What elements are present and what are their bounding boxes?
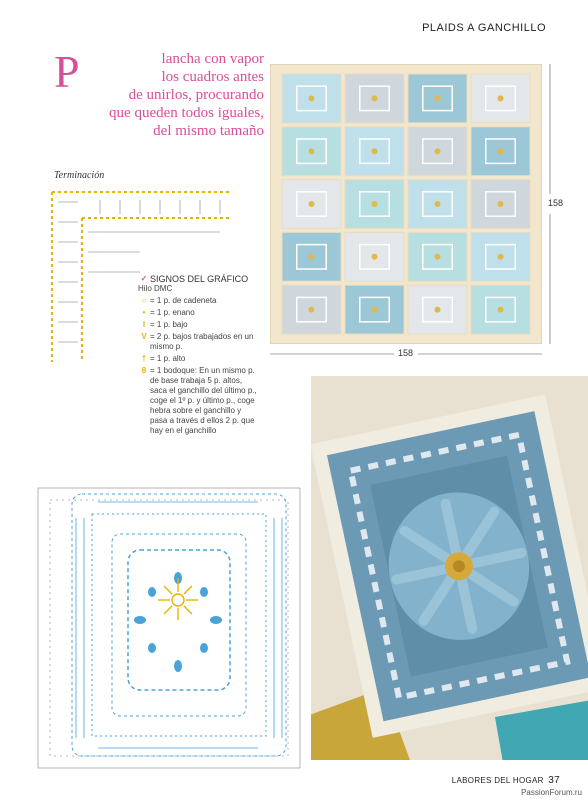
height-dimension-line: [546, 64, 554, 346]
chart-legend: [138, 272, 258, 436]
flower-center: [435, 95, 441, 101]
flower-center: [309, 148, 315, 154]
pullquote: [54, 46, 264, 140]
width-dimension-line: [270, 350, 542, 358]
flower-center: [372, 201, 378, 207]
flower-center: [498, 95, 504, 101]
flower-center: [498, 254, 504, 260]
flower-center: [372, 254, 378, 260]
flower-center: [498, 148, 504, 154]
legend-item: = 1 p. de cadeneta: [150, 296, 217, 305]
flower-center: [372, 148, 378, 154]
legend-yarn: Hilo DMC: [138, 284, 173, 293]
bobble-icon: 8: [141, 366, 147, 375]
legend-item: = 1 p. enano: [150, 308, 195, 317]
legend-title: SIGNOS DEL GRÁFICO: [150, 274, 249, 284]
flower-center: [309, 254, 315, 260]
flower-center: [435, 201, 441, 207]
legend-item: = 1 p. alto: [150, 354, 186, 363]
section-title: PLAIDS A GANCHILLO: [422, 22, 546, 34]
legend-bullet-icon: ✓: [140, 274, 148, 283]
height-dimension: 158: [548, 198, 564, 208]
pullquote-line: que queden todos iguales,: [109, 105, 264, 121]
slip-stitch-icon: •: [142, 308, 146, 317]
chain-stitch-icon: ○: [141, 296, 147, 305]
flower-center: [435, 148, 441, 154]
flower-center: [309, 201, 315, 207]
flower-center: [498, 201, 504, 207]
flower-center: [309, 95, 315, 101]
crochet-square-photo: [311, 376, 588, 760]
width-dimension: 158: [398, 348, 414, 358]
legend-item: = 1 p. bajo: [150, 320, 188, 329]
flower-center: [309, 307, 315, 313]
pullquote-line: lancha con vapor: [161, 51, 264, 67]
magazine-name: LABORES DEL HOGAR: [451, 776, 544, 785]
double-crochet-icon: †: [141, 354, 147, 363]
flower-center: [372, 95, 378, 101]
termination-label: Terminación: [54, 170, 105, 181]
dropcap: P: [54, 46, 80, 97]
page-footer: [452, 775, 560, 786]
increase-icon: V: [141, 332, 147, 341]
pullquote-line: del mismo tamaño: [153, 123, 264, 139]
pullquote-line: de unirlos, procurando: [128, 87, 264, 103]
flower-center: [435, 254, 441, 260]
flower-center: [372, 307, 378, 313]
flower-center: [435, 307, 441, 313]
legend-item: = 1 bodoque: En un mismo p. de base trabaja 5 p. altos, saca el ganchillo del último p., coge el 1º p. y último p., coge hebra sobre el ganchillo y pasa a través d ellos 2 p. que hay en el ganchillo: [150, 366, 257, 435]
square-crochet-chart: [28, 478, 310, 778]
watermark: PassionForum.ru: [521, 788, 582, 797]
blanket-diagram: [270, 64, 542, 344]
single-crochet-icon: I: [142, 320, 146, 329]
legend-item: = 2 p. bajos trabajados en un mismo p.: [150, 332, 254, 351]
flower-center: [498, 307, 504, 313]
pullquote-line: los cuadros antes: [161, 69, 264, 85]
page-number: 37: [548, 775, 560, 786]
